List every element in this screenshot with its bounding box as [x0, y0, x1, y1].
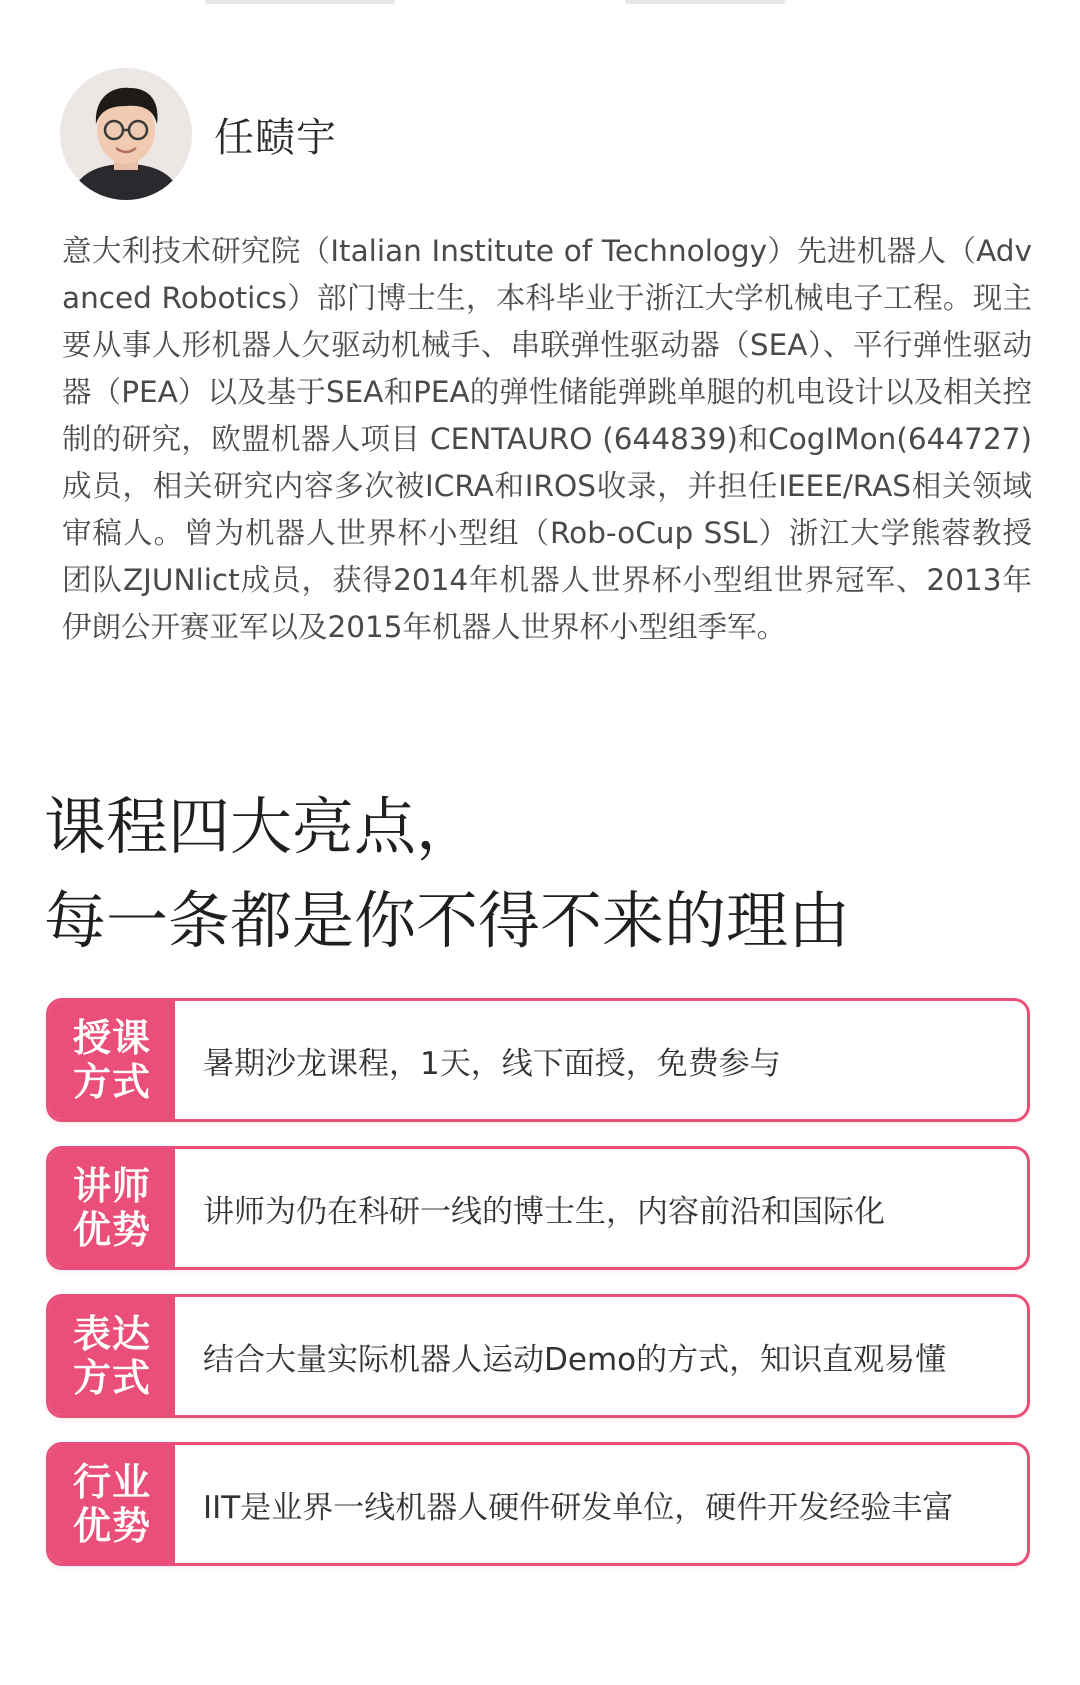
feature-card-industry-advantage — [46, 1442, 1030, 1566]
feature-tag — [49, 1297, 175, 1415]
feature-tag — [49, 1001, 175, 1119]
feature-tag-line-2: 方式 — [72, 1356, 151, 1400]
feature-card-presentation-style — [46, 1294, 1030, 1418]
avatar-portrait-icon — [60, 68, 192, 200]
feature-tag-line-1: 授课 — [72, 1016, 151, 1060]
top-divider-left — [205, 0, 395, 4]
feature-tag-line-1: 行业 — [72, 1460, 151, 1504]
avatar — [60, 68, 192, 200]
feature-tag-line-2: 方式 — [72, 1060, 151, 1104]
headline-line-1: 课程四大亮点， — [44, 790, 479, 863]
feature-description: IIT是业界一线机器人硬件研发单位，硬件开发经验丰富 — [203, 1489, 954, 1526]
feature-list — [46, 998, 1030, 1590]
feature-description: 暑期沙龙课程，1天，线下面授，免费参与 — [203, 1045, 781, 1082]
instructor-bio: 意大利技术研究院（Italian Institute of Technology）先进机器人（Advanced Robotics）部门博士生，本科毕业于浙江大学机械电子工程。现主要从事人形机器人欠驱动机械手、串联弹性驱动器（SEA）、平行弹性驱动器（PEA）以及基于SEA和PEA的弹性储能弹跳单腿的机电设计以及相关控制的研究，欧盟机器人项目 CENTAURO (644839)和CogIMon(644727)成员，相关研究内容多次被ICRA和IROS收录，并担任IEEE/RAS相关领域审稿人。曾为机器人世界杯小型组（Rob-oCup SSL）浙江大学熊蓉教授团队ZJUNlict成员，获得2014年机器人世界杯小型组世界冠军、2013年伊朗公开赛亚军以及2015年机器人世界杯小型组季军。 — [62, 234, 1032, 644]
top-divider-right — [625, 0, 785, 4]
feature-tag-line-2: 优势 — [72, 1504, 151, 1548]
instructor-profile — [60, 68, 337, 200]
feature-tag-line-1: 讲师 — [72, 1164, 151, 1208]
feature-card-instructor-advantage — [46, 1146, 1030, 1270]
feature-tag-line-2: 优势 — [72, 1208, 151, 1252]
feature-description: 讲师为仍在科研一线的博士生，内容前沿和国际化 — [203, 1193, 885, 1230]
feature-tag — [49, 1149, 175, 1267]
feature-card-teaching-mode — [46, 998, 1030, 1122]
feature-tag-line-1: 表达 — [72, 1312, 151, 1356]
feature-description: 结合大量实际机器人运动Demo的方式，知识直观易懂 — [203, 1341, 947, 1378]
course-highlights-heading — [44, 780, 850, 968]
headline-line-2: 每一条都是你不得不来的理由 — [44, 884, 851, 957]
feature-tag — [49, 1445, 175, 1563]
instructor-name: 任赜宇 — [214, 114, 337, 161]
